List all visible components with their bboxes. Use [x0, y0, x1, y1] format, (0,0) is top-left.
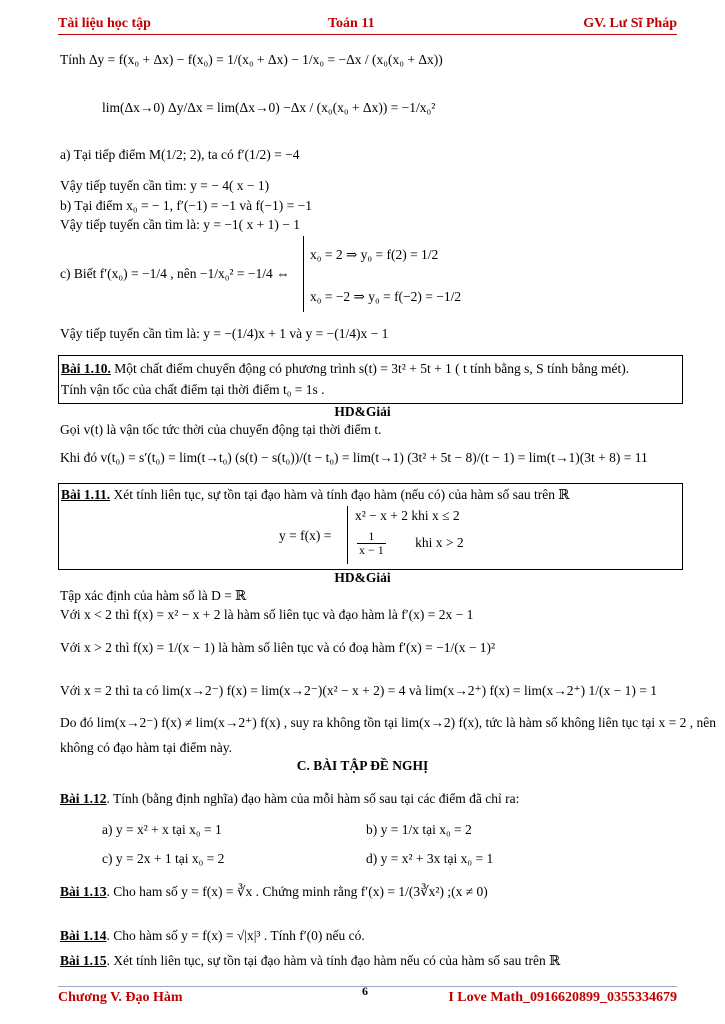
page-number: 6 — [362, 984, 368, 998]
case-bracket — [303, 236, 304, 312]
exercise-1-10-box — [58, 355, 683, 404]
piecewise-case2-cond: khi x > 2 — [415, 534, 464, 550]
case1-line: x₀ = 2 ⇒ y₀ = f(2) = 1/2 — [310, 247, 439, 262]
footer-right: I Love Math_0916620899_0355334679 — [448, 990, 677, 1005]
header-right: GV. Lư Sĩ Pháp — [583, 16, 677, 31]
sol-1-11-line3: Với x > 2 thì f(x) = 1/(x − 1) là hàm số liên tục và có đoạ hàm f′(x) = −1/(x − 1)² — [60, 640, 496, 655]
limit-ratio-line: lim(Δx→0) Δy/Δx = lim(Δx→0) −Δx / (x₀(x₀ + Δx)) = −1/x₀² — [102, 100, 436, 115]
exercise-1-12-text: . Tính (bằng định nghĩa) đạo hàm của mỗi hàm số sau tại các điểm đã chỉ ra: — [106, 791, 520, 806]
tangent-b-line: Vậy tiếp tuyến cần tìm là: y = −1( x + 1) − 1 — [60, 217, 301, 232]
exercise-1-11-label: Bài 1.11. — [61, 487, 111, 502]
sol-1-10-line1: Gọi v(t) là vận tốc tức thời của chuyển động tại thời điểm t. — [60, 422, 382, 437]
exercise-1-13-label: Bài 1.13 — [60, 884, 107, 899]
exercise-1-10-label: Bài 1.10. — [61, 361, 111, 376]
piecewise-case1: x² − x + 2 khi x ≤ 2 — [355, 508, 460, 523]
exercise-1-11-box — [58, 483, 683, 570]
exercise-1-13-text: . Cho ham số y = f(x) = ∛x . Chứng minh rằng f′(x) = 1/(3∛x²) ;(x ≠ 0) — [106, 884, 488, 899]
sol-1-10-line2: Khi đó v(t₀) = s′(t₀) = lim(t→t₀) (s(t) − s(t₀))/(t − t₀) = lim(t→1) (3t² + 5t − 8)/(t − 1) = lim(t→1)(3t + 8) = 11 — [60, 450, 648, 465]
exercise-1-15-text: . Xét tính liên tục, sự tồn tại đạo hàm và tính đạo hàm nếu có của hàm số sau trên ℝ — [106, 953, 561, 968]
exercise-1-14-label: Bài 1.14 — [60, 928, 107, 943]
page-footer — [58, 984, 677, 1010]
header-rule — [58, 34, 677, 35]
sol-1-11-line4: Với x = 2 thì ta có lim(x→2⁻) f(x) = lim(x→2⁻)(x² − x + 2) = 4 và lim(x→2⁺) f(x) = lim(x→2⁺) 1/(x − 1) = 1 — [60, 683, 658, 698]
tangent-a-line: Vậy tiếp tuyến cần tìm: y = − 4( x − 1) — [60, 178, 270, 193]
sol-1-11-line6: không có đạo hàm tại điểm này. — [60, 740, 232, 755]
header-center: Toán 11 — [328, 16, 375, 31]
piecewise-brace — [347, 506, 348, 564]
case2-line: x₀ = −2 ⇒ y₀ = f(−2) = −1/2 — [310, 289, 462, 304]
hd-label-2: HD&Giải — [334, 570, 391, 585]
exercise-1-15-label: Bài 1.15 — [60, 953, 107, 968]
sol-1-11-line1: Tập xác định của hàm số là D = ℝ — [60, 588, 247, 603]
exercise-1-10-text1: Một chất điểm chuyển động có phương trình s(t) = 3t² + 5t + 1 ( t tính bằng s, S tính bằng mét). — [110, 361, 630, 376]
section-c-title: C. BÀI TẬP ĐỀ NGHỊ — [296, 758, 429, 773]
exercise-1-11-text: Xét tính liên tục, sự tồn tại đạo hàm và tính đạo hàm (nếu có) của hàm số sau trên ℝ — [110, 487, 570, 502]
exercise-1-10-text2: Tính vận tốc của chất điểm tại thời điểm t₀ = 1s . — [61, 382, 325, 397]
part-c-line: c) Biết f′(x₀) = −1/4 , nên −1/x₀² = −1/4 ⇔ — [60, 266, 290, 281]
footer-left: Chương V. Đạo Hàm — [58, 990, 183, 1005]
hd-label-1: HD&Giải — [334, 404, 391, 419]
exercise-1-12-a: a) y = x² + x tại x₀ = 1 — [102, 822, 222, 837]
exercise-1-12-d: d) y = x² + 3x tại x₀ = 1 — [366, 851, 494, 866]
exercise-1-12-b: b) y = 1/x tại x₀ = 2 — [366, 822, 472, 837]
part-a-line: a) Tại tiếp điểm M(1/2; 2), ta có f′(1/2) = −4 — [60, 147, 300, 162]
part-b-line: b) Tại điểm x₀ = − 1, f′(−1) = −1 và f(−1) = −1 — [60, 198, 313, 213]
piecewise-case2-den: x − 1 — [359, 543, 384, 557]
delta-y-line: Tính Δy = f(x₀ + Δx) − f(x₀) = 1/(x₀ + Δx) − 1/x₀ = −Δx / (x₀(x₀ + Δx)) — [60, 52, 443, 67]
exercise-1-12-label: Bài 1.12 — [60, 791, 107, 806]
sol-1-11-line2: Với x < 2 thì f(x) = x² − x + 2 là hàm số liên tục và đạo hàm là f′(x) = 2x − 1 — [60, 607, 474, 622]
exercise-1-12-c: c) y = 2x + 1 tại x₀ = 2 — [102, 851, 225, 866]
piecewise-case2-num: 1 — [368, 529, 375, 543]
tangent-c-line: Vậy tiếp tuyến cần tìm là: y = −(1/4)x + 1 và y = −(1/4)x − 1 — [60, 326, 389, 341]
exercise-1-14-text: . Cho hàm số y = f(x) = √|x|³ . Tính f′(0) nếu có. — [106, 928, 365, 943]
exercise-1-11-fx: y = f(x) = — [279, 528, 332, 543]
page-header — [58, 12, 677, 34]
piecewise-case2-fraction — [357, 530, 386, 557]
sol-1-11-line5: Do đó lim(x→2⁻) f(x) ≠ lim(x→2⁺) f(x) , suy ra không tồn tại lim(x→2) f(x), tức là hàm số không liên tục tại x = 2 , nên — [60, 715, 716, 730]
header-left: Tài liệu học tập — [58, 16, 151, 31]
